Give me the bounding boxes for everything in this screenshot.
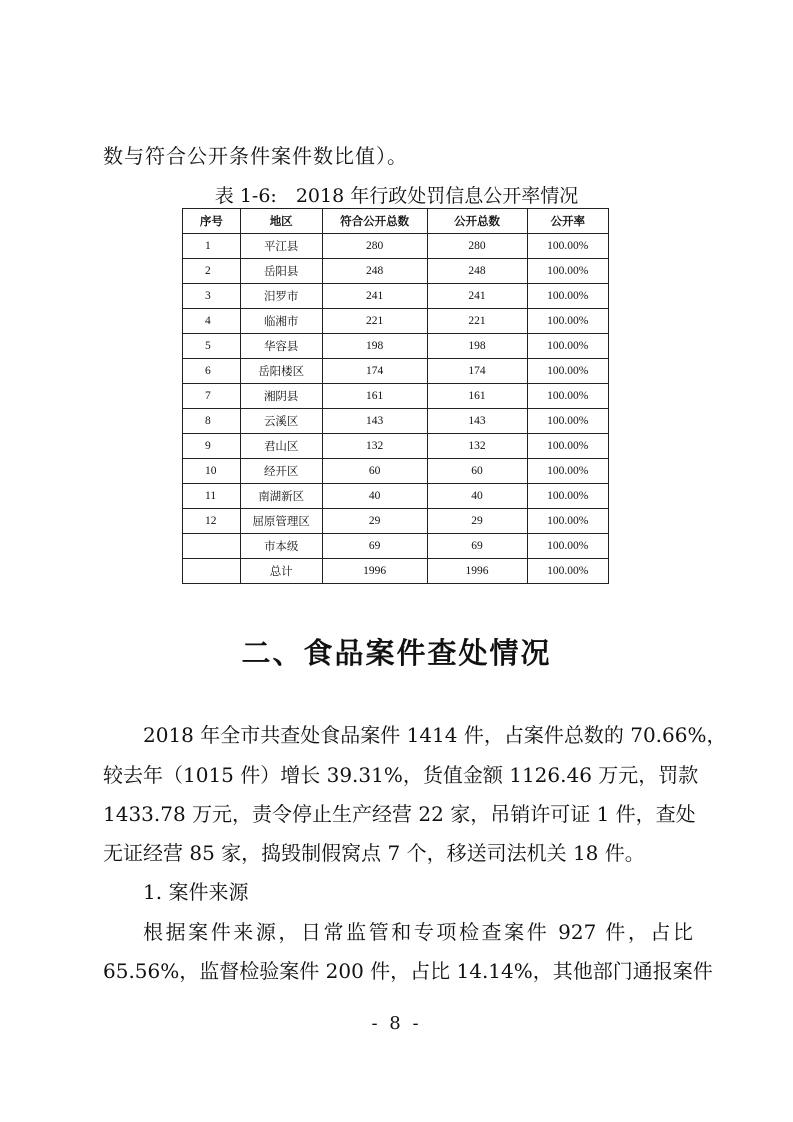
cell-disclosure-rate: 100.00%: [527, 509, 608, 534]
cell-disclosure-rate: 100.00%: [527, 384, 608, 409]
cell-disclosed-total: 280: [427, 234, 527, 259]
cell-region: 君山区: [240, 434, 322, 459]
intro-line: 数与符合公开条件案件数比值）。: [103, 144, 408, 168]
cell-disclosure-rate: 100.00%: [527, 484, 608, 509]
cell-eligible-total: 174: [322, 359, 427, 384]
cell-index: [183, 559, 241, 584]
cell-eligible-total: 40: [322, 484, 427, 509]
cell-disclosure-rate: 100.00%: [527, 559, 608, 584]
table-row: [183, 459, 609, 484]
cell-region: 平江县: [240, 234, 322, 259]
cell-disclosed-total: 161: [427, 384, 527, 409]
cell-region: 云溪区: [240, 409, 322, 434]
paragraph2-line: 65.56%，监督检验案件 200 件，占比 14.14%，其他部门通报案件: [103, 959, 713, 983]
table-row: [183, 359, 609, 384]
cell-disclosure-rate: 100.00%: [527, 434, 608, 459]
column-header-disclosure-rate: 公开率: [527, 209, 608, 234]
cell-disclosure-rate: 100.00%: [527, 409, 608, 434]
cell-eligible-total: 29: [322, 509, 427, 534]
cell-disclosed-total: 29: [427, 509, 527, 534]
cell-region: 汨罗市: [240, 284, 322, 309]
table-row: [183, 284, 609, 309]
table-row: [183, 509, 609, 534]
cell-index: 8: [183, 409, 241, 434]
paragraph1-line: 较去年（1015 件）增长 39.31%，货值金额 1126.46 万元，罚款: [103, 763, 699, 787]
cell-index: 11: [183, 484, 241, 509]
table-row: [183, 409, 609, 434]
cell-eligible-total: 198: [322, 334, 427, 359]
cell-disclosure-rate: 100.00%: [527, 334, 608, 359]
table-row: [183, 484, 609, 509]
cell-region: 南湖新区: [240, 484, 322, 509]
cell-region: 岳阳县: [240, 259, 322, 284]
column-header-disclosed-total: 公开总数: [427, 209, 527, 234]
paragraph2-line: 根据案件来源，日常监管和专项检查案件 927 件，占比: [143, 920, 693, 944]
column-header-eligible-total: 符合公开总数: [322, 209, 427, 234]
cell-eligible-total: 143: [322, 409, 427, 434]
cell-disclosed-total: 40: [427, 484, 527, 509]
cell-region: 临湘市: [240, 309, 322, 334]
paragraph1-line: 无证经营 85 家，捣毁制假窝点 7 个，移送司法机关 18 件。: [103, 841, 645, 865]
cell-disclosure-rate: 100.00%: [527, 259, 608, 284]
cell-region: 岳阳楼区: [240, 359, 322, 384]
cell-disclosed-total: 69: [427, 534, 527, 559]
cell-disclosure-rate: 100.00%: [527, 234, 608, 259]
cell-index: 2: [183, 259, 241, 284]
table-row: [183, 309, 609, 334]
cell-disclosure-rate: 100.00%: [527, 284, 608, 309]
table-row: [183, 334, 609, 359]
section-heading: 二、食品案件查处情况: [241, 636, 552, 670]
cell-eligible-total: 248: [322, 259, 427, 284]
page-number: - 8 -: [371, 1013, 422, 1034]
table-row: [183, 259, 609, 284]
table-header-row: [183, 209, 609, 234]
cell-disclosure-rate: 100.00%: [527, 309, 608, 334]
table-row: [183, 234, 609, 259]
cell-disclosed-total: 174: [427, 359, 527, 384]
cell-eligible-total: 69: [322, 534, 427, 559]
cell-index: 10: [183, 459, 241, 484]
cell-disclosure-rate: 100.00%: [527, 359, 608, 384]
column-header-region: 地区: [240, 209, 322, 234]
table-row: [183, 534, 609, 559]
disclosure-rate-table: [182, 208, 609, 584]
cell-index: 12: [183, 509, 241, 534]
subheading: 1. 案件来源: [143, 880, 249, 904]
cell-index: 7: [183, 384, 241, 409]
cell-disclosure-rate: 100.00%: [527, 534, 608, 559]
table-row: [183, 434, 609, 459]
cell-eligible-total: 241: [322, 284, 427, 309]
cell-disclosed-total: 1996: [427, 559, 527, 584]
cell-region: 湘阴县: [240, 384, 322, 409]
cell-index: 3: [183, 284, 241, 309]
cell-disclosed-total: 221: [427, 309, 527, 334]
cell-disclosed-total: 198: [427, 334, 527, 359]
cell-index: 6: [183, 359, 241, 384]
cell-disclosure-rate: 100.00%: [527, 459, 608, 484]
cell-index: [183, 534, 241, 559]
table-body: [183, 234, 609, 584]
paragraph1-line: 1433.78 万元，责令停止生产经营 22 家，吊销许可证 1 件，查处: [103, 802, 696, 826]
cell-region: 经开区: [240, 459, 322, 484]
cell-eligible-total: 221: [322, 309, 427, 334]
cell-eligible-total: 280: [322, 234, 427, 259]
cell-index: 5: [183, 334, 241, 359]
cell-eligible-total: 1996: [322, 559, 427, 584]
cell-disclosed-total: 132: [427, 434, 527, 459]
cell-disclosed-total: 60: [427, 459, 527, 484]
cell-region: 市本级: [240, 534, 322, 559]
cell-region: 华容县: [240, 334, 322, 359]
cell-disclosed-total: 241: [427, 284, 527, 309]
cell-disclosed-total: 143: [427, 409, 527, 434]
cell-index: 4: [183, 309, 241, 334]
cell-disclosed-total: 248: [427, 259, 527, 284]
cell-eligible-total: 60: [322, 459, 427, 484]
cell-eligible-total: 161: [322, 384, 427, 409]
cell-eligible-total: 132: [322, 434, 427, 459]
table-row: [183, 384, 609, 409]
cell-region: 总计: [240, 559, 322, 584]
column-header-index: 序号: [183, 209, 241, 234]
cell-index: 9: [183, 434, 241, 459]
cell-region: 屈原管理区: [240, 509, 322, 534]
paragraph1-line: 2018 年全市共查处食品案件 1414 件，占案件总数的 70.66%，: [143, 723, 727, 747]
table-row: [183, 559, 609, 584]
table-caption: 表 1-6: 2018 年行政处罚信息公开率情况: [214, 185, 579, 207]
cell-index: 1: [183, 234, 241, 259]
